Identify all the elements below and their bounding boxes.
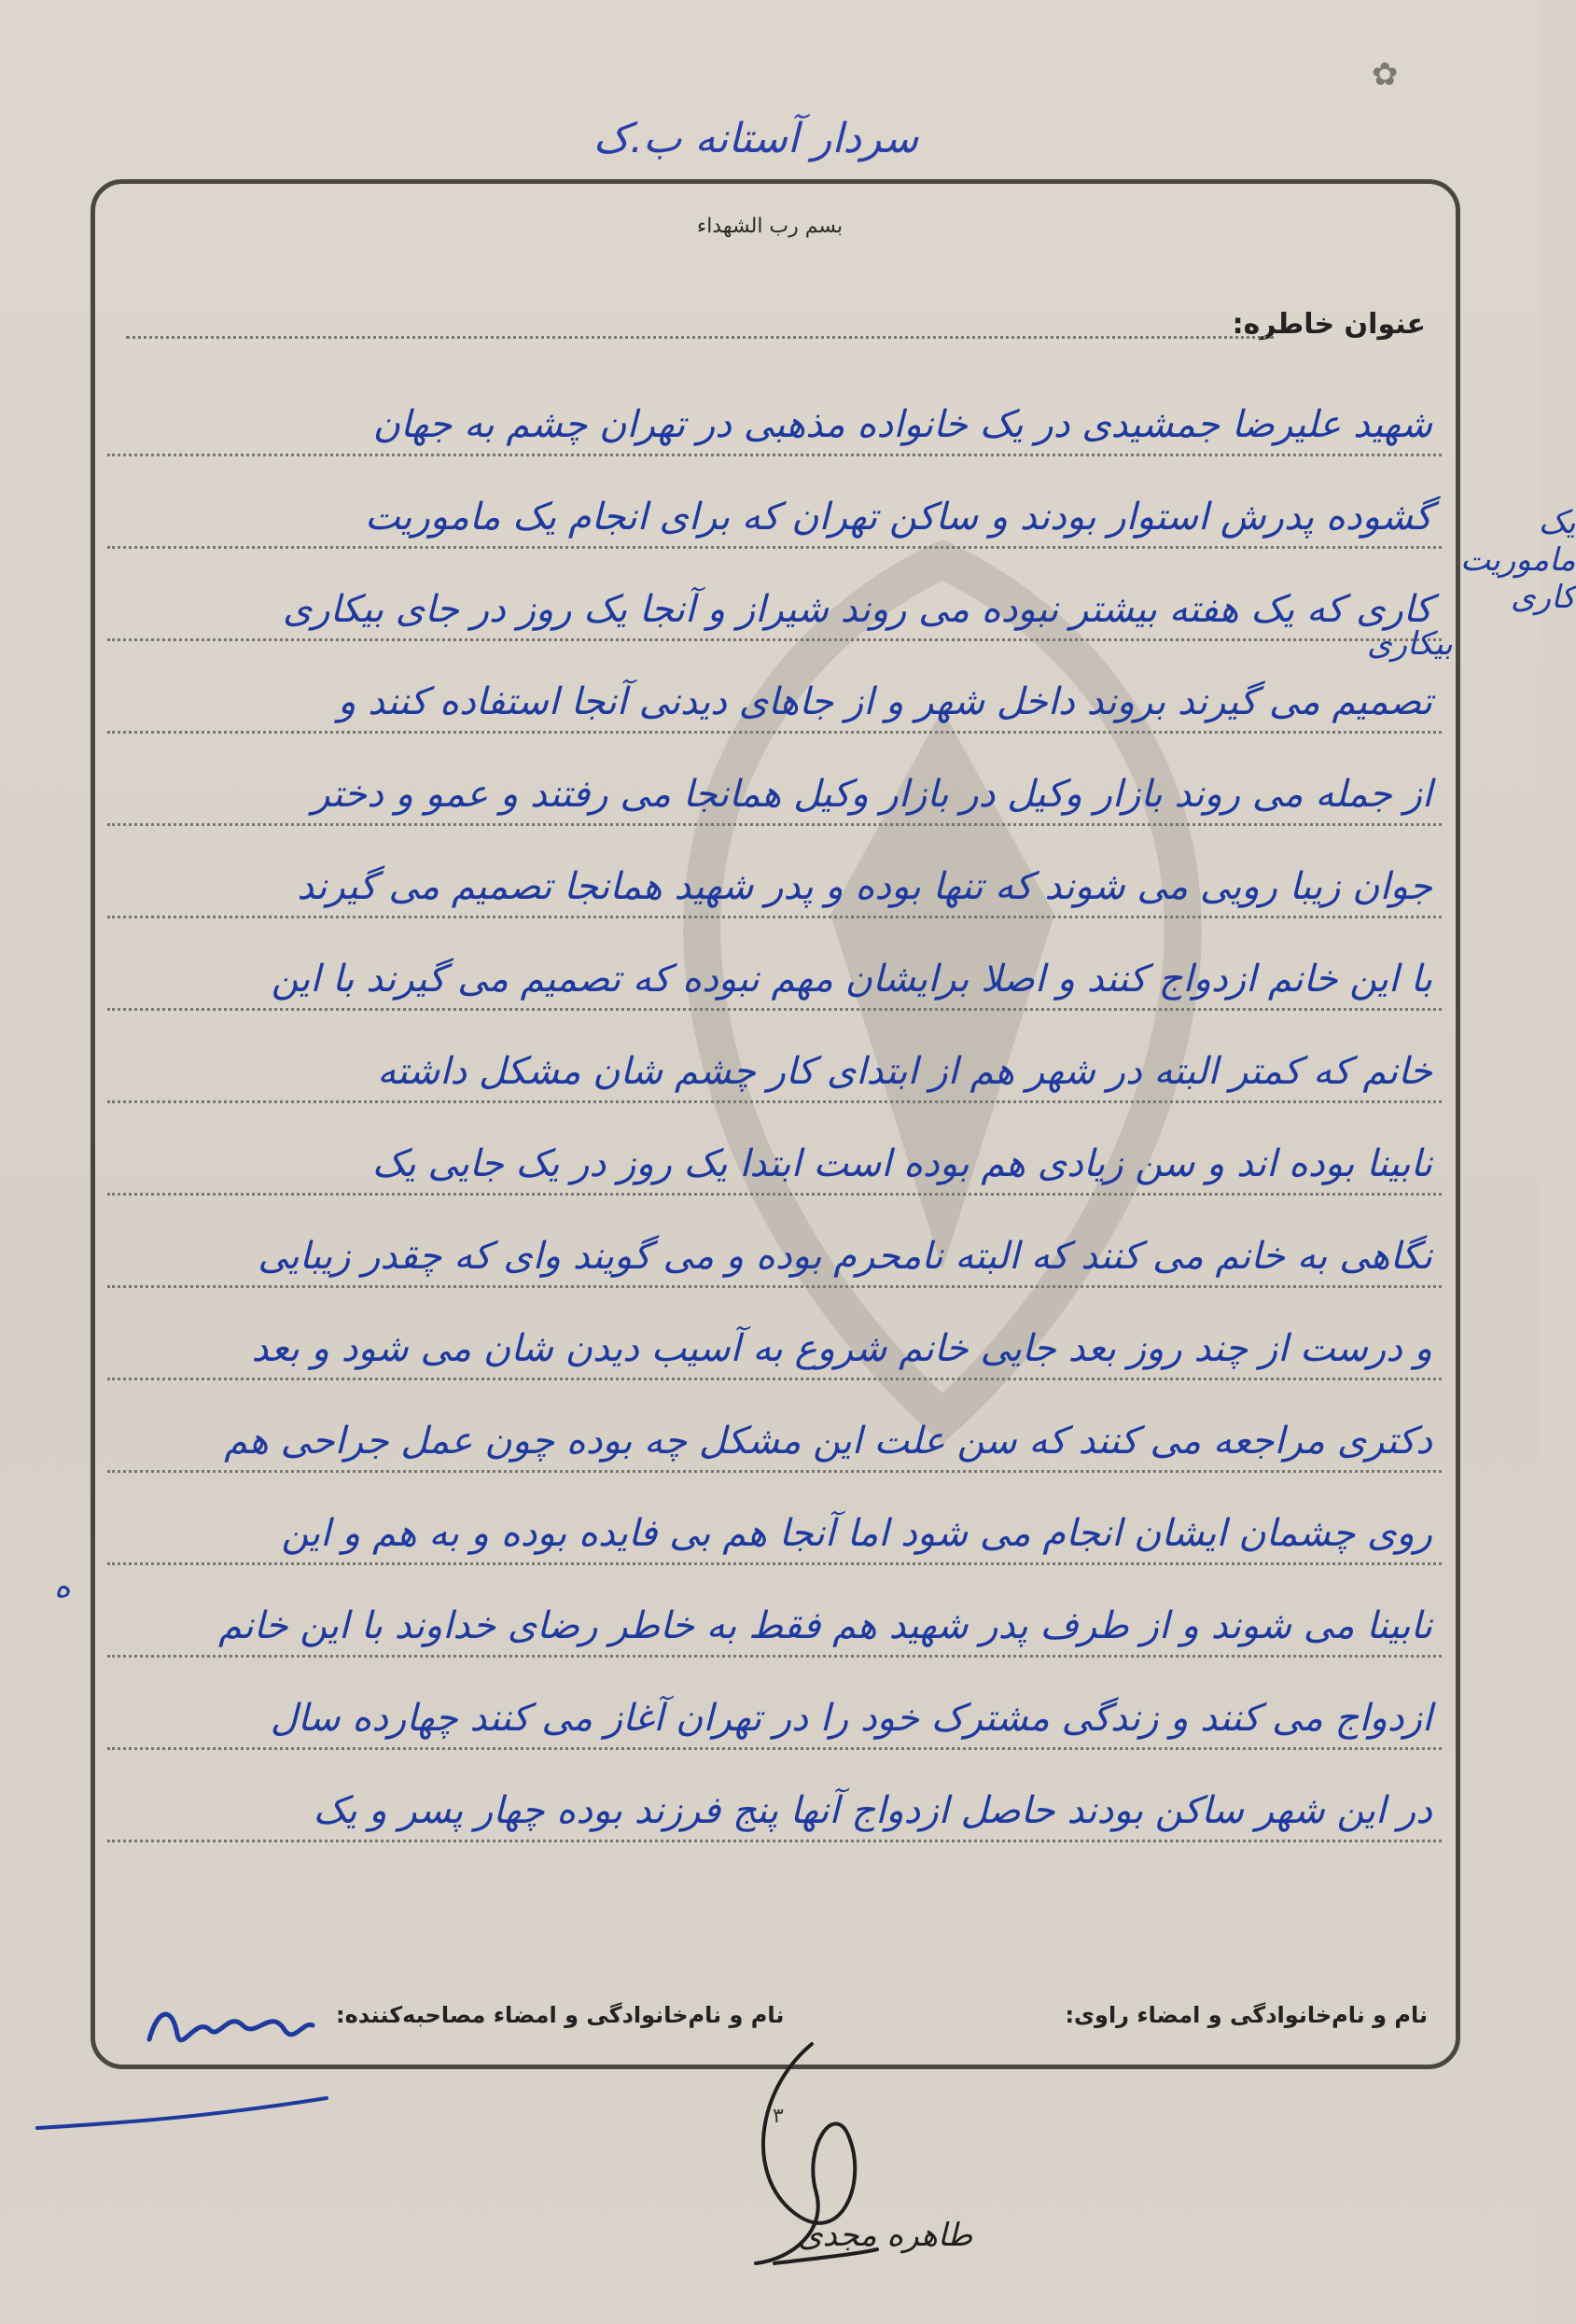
body-line: شهید علیرضا جمشیدی در یک خانواده مذهبی در تهران چشم به جهان [107, 364, 1442, 456]
title-dotted-line [126, 336, 1274, 339]
interviewer-signature [737, 2035, 886, 2296]
memory-title-label: عنوان خاطره: [1232, 308, 1426, 341]
body-line: خانم که کمتر البته در شهر هم از ابتدای کار چشم شان مشکل داشته [107, 1011, 1442, 1103]
corner-stamp-mark: ✿ [1372, 56, 1399, 93]
body-line: با این خانم ازدواج کنند و اصلا برایشان مهم نبوده که تصمیم می گیرند با این [107, 918, 1442, 1011]
body-line: و درست از چند روز بعد جایی خانم شروع به آسیب دیدن شان می شود و بعد [107, 1288, 1442, 1380]
body-line: جوان زیبا رویی می شوند که تنها بوده و پدر شهید همانجا تصمیم می گیرند [107, 826, 1442, 918]
body-line: نابینا بوده اند و سن زیادی هم بوده است ابتدا یک روز در یک جایی یک [107, 1103, 1442, 1196]
narrator-signature-underline [28, 2091, 336, 2147]
body-line: نگاهی به خانم می کنند که البته نامحرم بوده و می گویند وای که چقدر زیبایی [107, 1196, 1442, 1288]
narrator-signature [140, 1997, 317, 2063]
interviewer-signature-label: نام و نام‌خانوادگی و امضاء مصاحبه‌کننده: [336, 2002, 785, 2028]
body-line: نابینا می شوند و از طرف پدر شهید هم فقط به خاطر رضای خداوند با این خانم [107, 1565, 1442, 1658]
body-line: از جمله می روند بازار وکیل در بازار وکیل همانجا می رفتند و عمو و دختر [107, 734, 1442, 826]
body-line: کاری که یک هفته بیشتر نبوده می روند شیراز و آنجا یک روز در جای بیکاری [107, 549, 1442, 641]
margin-note-left-bottom: ه [54, 1568, 71, 1605]
basmala-header: بسم رب الشهداء [696, 215, 844, 238]
margin-note-right-top: یک ماموریت کاری [1459, 504, 1576, 616]
page-number: ۳ [773, 2105, 784, 2128]
margin-note-right-second: بیکاری [1367, 625, 1453, 663]
body-line: روی چشمان ایشان انجام می شود اما آنجا هم بی فایده بوده و به هم و این [107, 1473, 1442, 1565]
body-line: تصمیم می گیرند بروند داخل شهر و از جاهای دیدنی آنجا استفاده کنند و [107, 641, 1442, 734]
narrator-signature-label: نام و نام‌خانوادگی و امضاء راوی: [1065, 2002, 1428, 2028]
body-line: دکتری مراجعه می کنند که سن علت این مشکل چه بوده چون عمل جراحی هم [107, 1380, 1442, 1473]
body-line: گشوده پدرش استوار بودند و ساکن تهران که برای انجام یک ماموریت [107, 456, 1442, 549]
body-line: در این شهر ساکن بودند حاصل ازدواج آنها پنج فرزند بوده چهار پسر و یک [107, 1750, 1442, 1842]
body-line: ازدواج می کنند و زندگی مشترک خود را در تهران آغاز می کنند چهارده سال [107, 1658, 1442, 1750]
interviewer-name-handwritten: طاهره مجدی [798, 2217, 973, 2254]
top-handwritten-note: سردار آستانه ب.ک [593, 114, 919, 162]
handwritten-body [107, 364, 1442, 1842]
